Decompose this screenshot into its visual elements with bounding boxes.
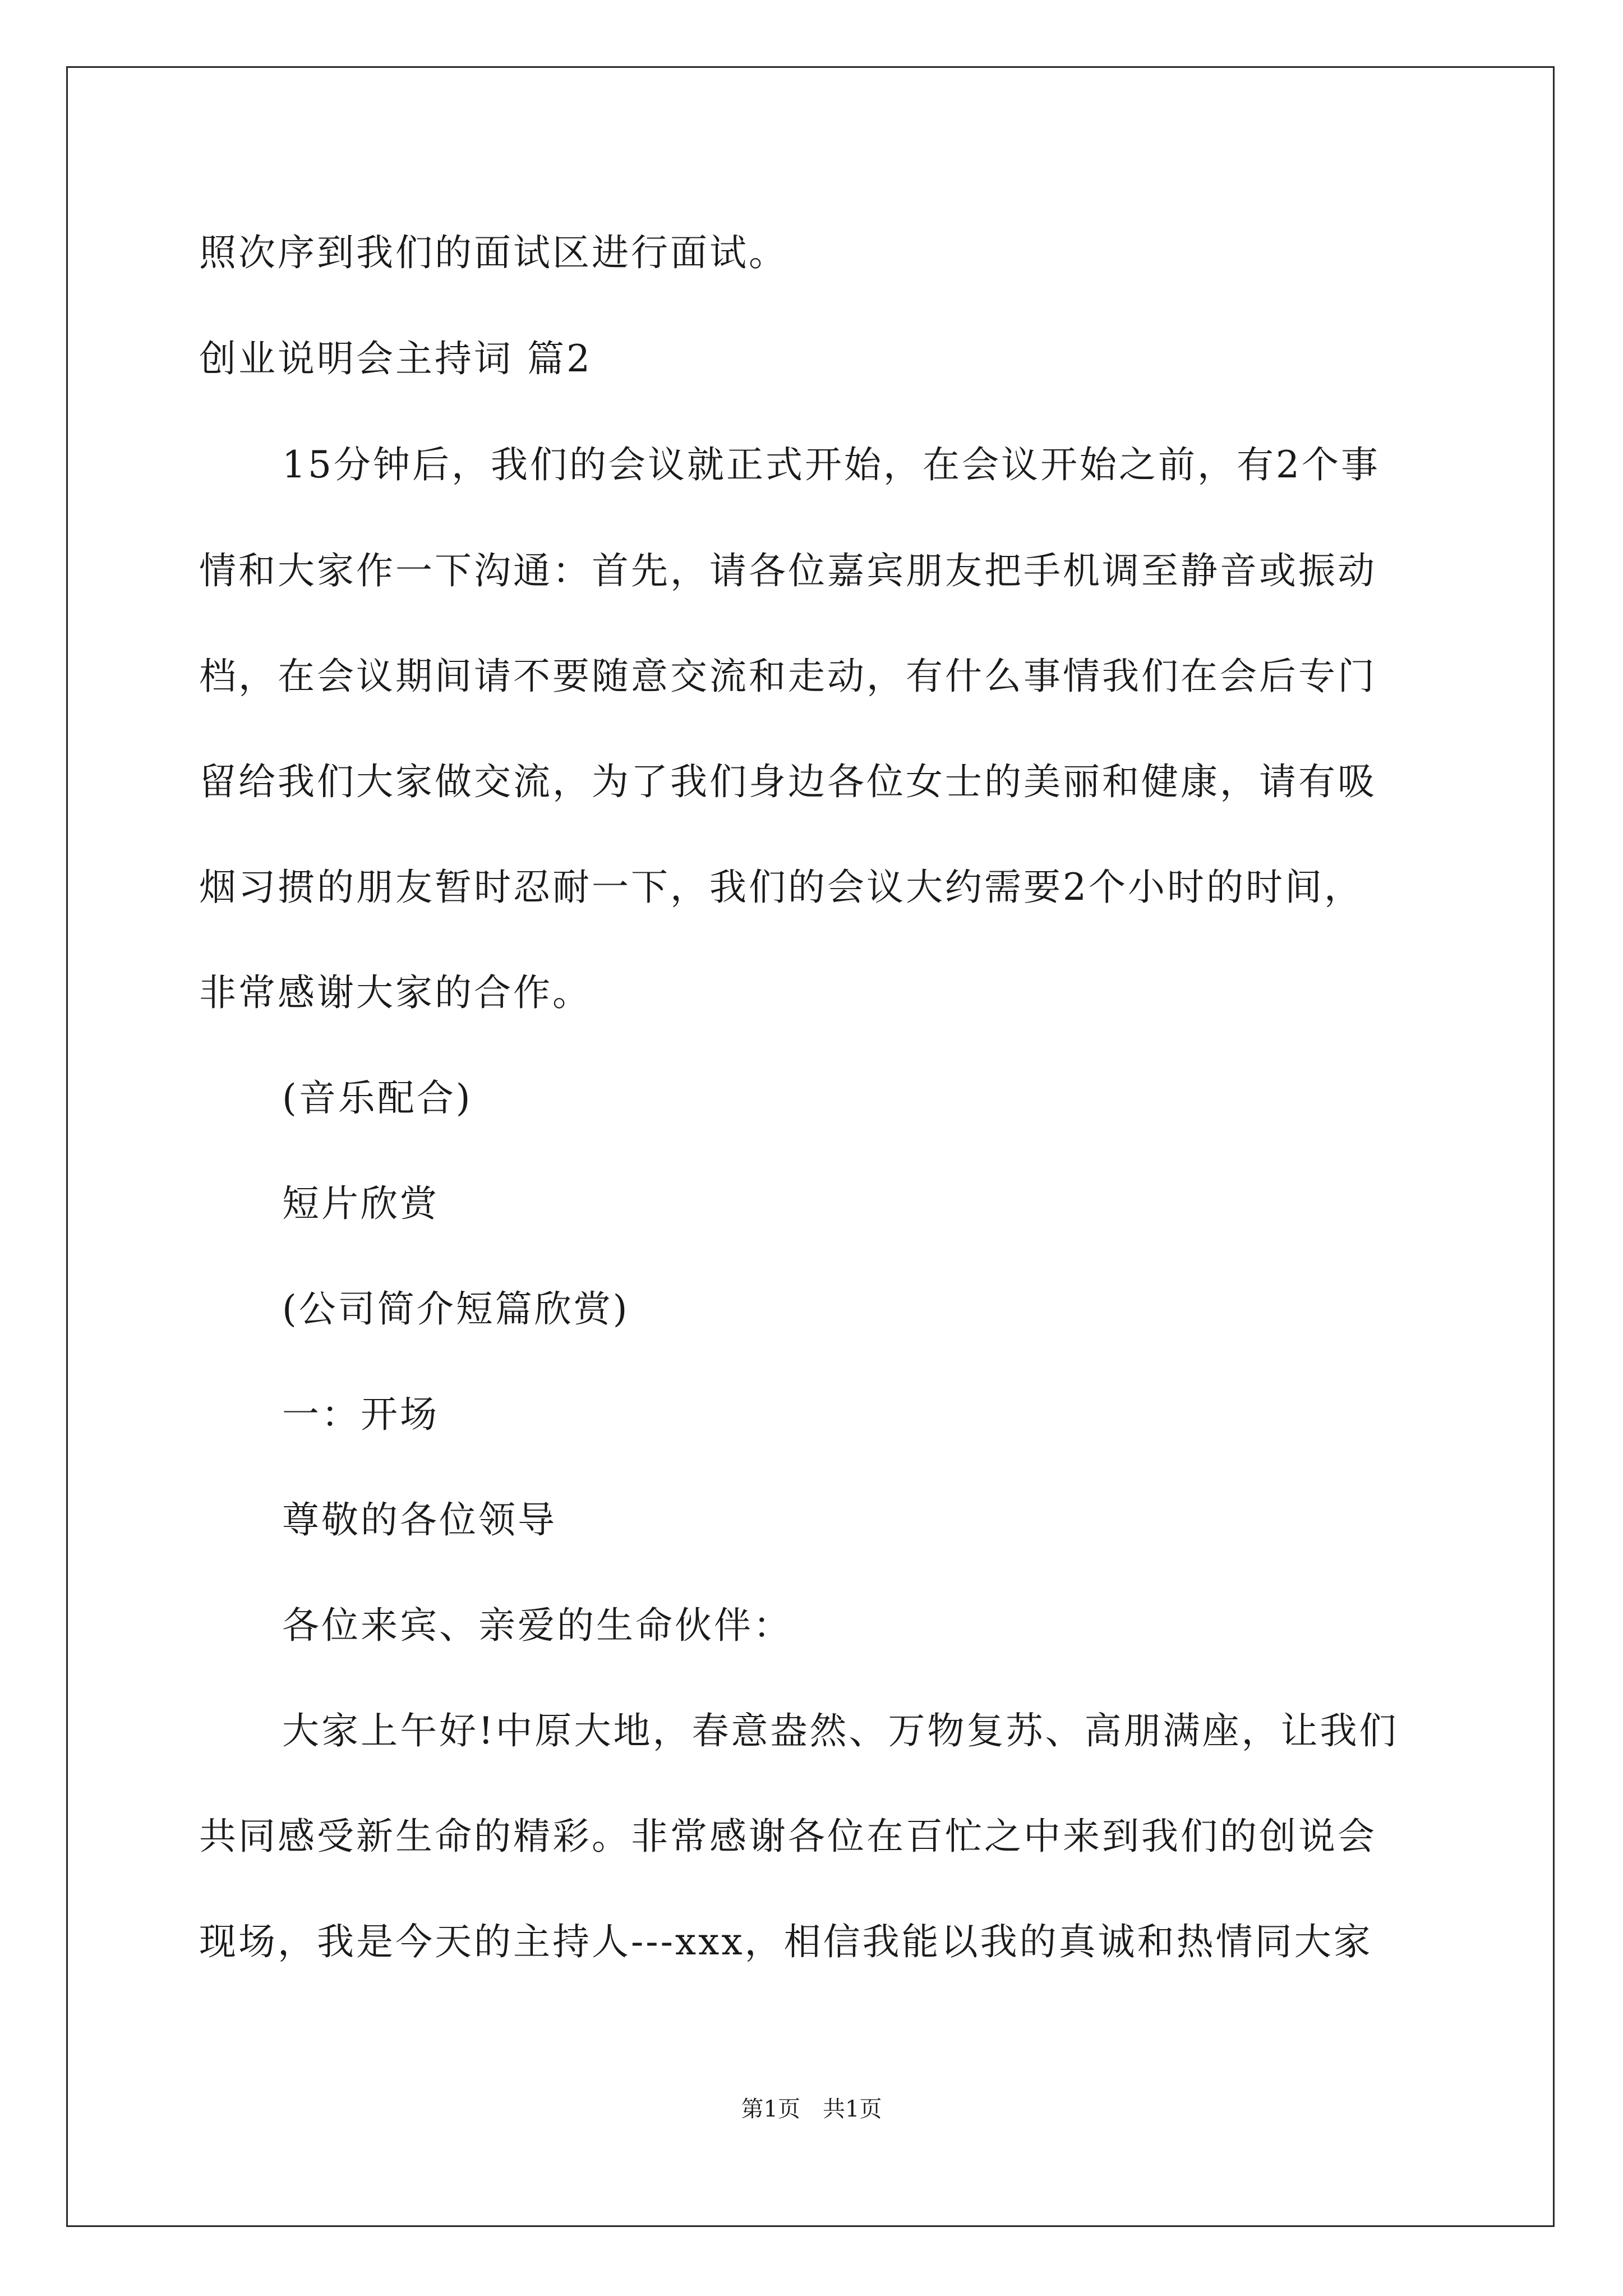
text-line: (公司简介短篇欣赏) xyxy=(282,1287,630,1331)
text-line: 一：开场 xyxy=(282,1393,439,1436)
text-line: 大家上午好!中原大地，春意盎然、万物复苏、高朋满座，让我们 xyxy=(282,1709,1399,1752)
text-line: 短片欣赏 xyxy=(282,1182,439,1225)
text-line: 共同感受新生命的精彩。非常感谢各位在百忙之中来到我们的创说会 xyxy=(199,1815,1377,1858)
text-line: 情和大家作一下沟通：首先，请各位嘉宾朋友把手机调至静音或振动 xyxy=(199,549,1377,592)
section-heading: 创业说明会主持词 篇2 xyxy=(199,337,592,380)
text-line: 照次序到我们的面试区进行面试。 xyxy=(199,231,788,274)
text-line: 非常感谢大家的合作。 xyxy=(199,971,592,1014)
text-line: 留给我们大家做交流，为了我们身边各位女士的美丽和健康，请有吸 xyxy=(199,760,1377,803)
text-line: (音乐配合) xyxy=(282,1076,473,1120)
text-line: 各位来宾、亲爱的生命伙伴： xyxy=(282,1604,792,1647)
page-number-footer: 第1页 共1页 xyxy=(741,2096,882,2122)
text-line: 尊敬的各位领导 xyxy=(282,1498,557,1542)
page-border xyxy=(66,66,1555,2227)
text-line: 烟习掼的朋友暂时忍耐一下，我们的会议大约需要2个小时的时间， xyxy=(199,866,1363,909)
text-line: 档，在会议期间请不要随意交流和走动，有什么事情我们在会后专门 xyxy=(199,655,1377,698)
text-line: 现场，我是今天的主持人---xxx，相信我能以我的真诚和热情同大家 xyxy=(199,1920,1373,1963)
text-line: 15分钟后，我们的会议就正式开始，在会议开始之前，有2个事 xyxy=(282,443,1380,486)
